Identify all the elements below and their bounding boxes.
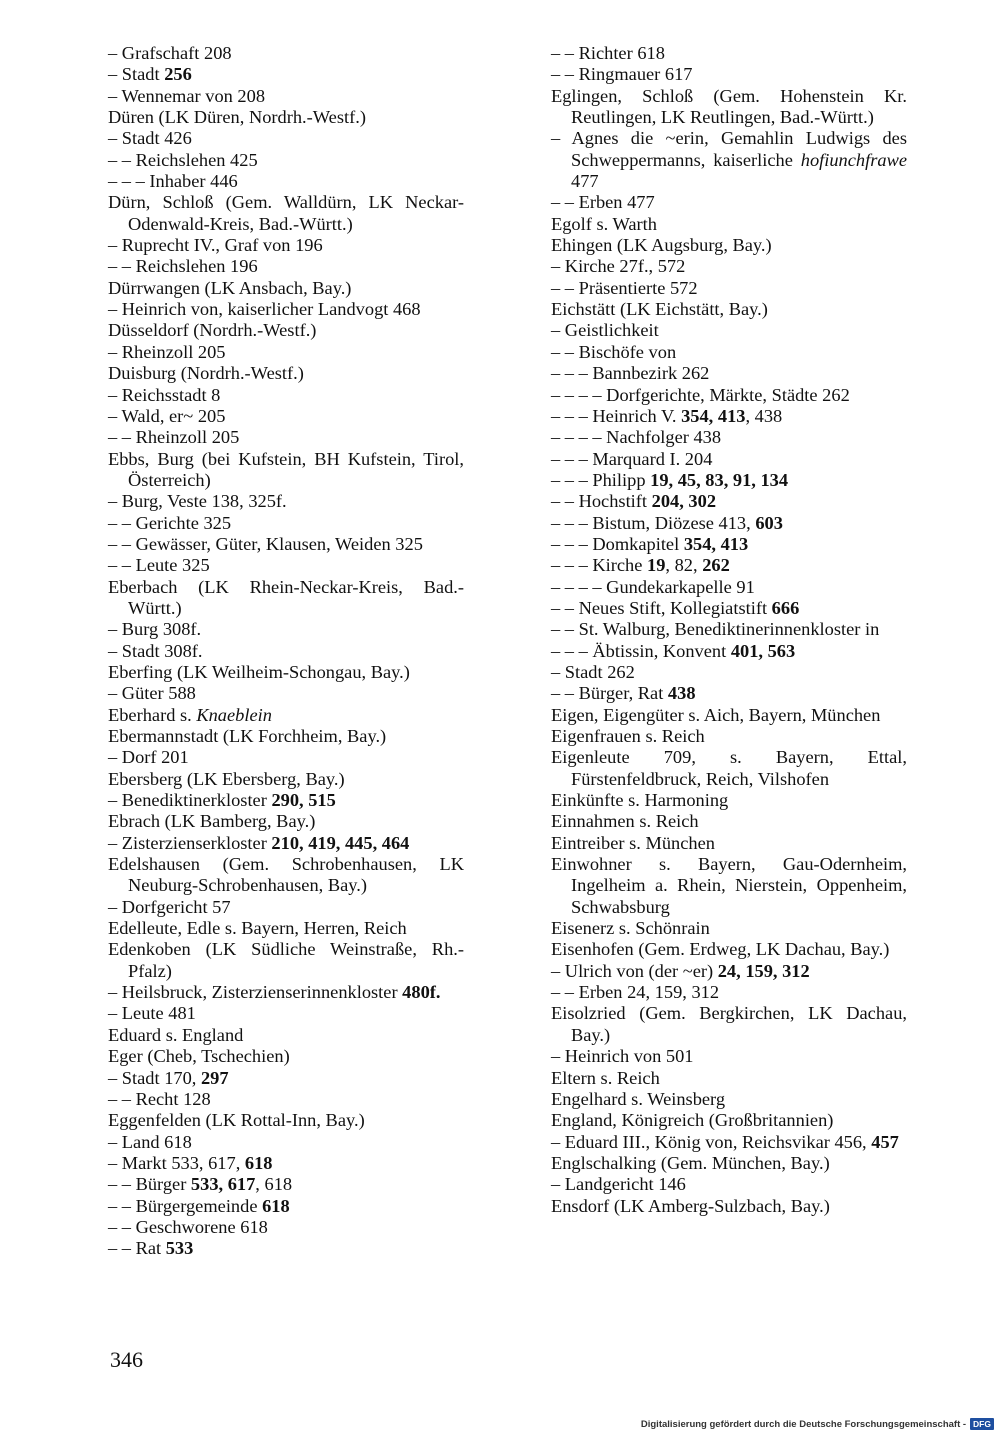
index-entry xyxy=(108,86,464,107)
entry-text: – Geistlichkeit xyxy=(551,320,659,341)
index-entry xyxy=(108,1132,464,1153)
entry-text: – Benediktinerkloster xyxy=(108,790,272,811)
index-column-left xyxy=(108,43,464,1260)
entry-text: – Zisterzienserkloster xyxy=(108,832,272,853)
index-entry xyxy=(551,747,907,790)
entry-text: Eichstätt (LK Eichstätt, Bay.) xyxy=(551,299,768,320)
index-entry xyxy=(108,406,464,427)
index-entry xyxy=(108,641,464,662)
entry-text: – – – – Nachfolger 438 xyxy=(551,427,722,448)
index-entry xyxy=(551,513,907,534)
entry-text: Eduard s. England xyxy=(108,1024,244,1045)
entry-text: – Rheinzoll 205 xyxy=(108,341,226,362)
index-entry xyxy=(551,598,907,619)
index-entry xyxy=(551,833,907,854)
entry-text: – Leute 481 xyxy=(108,1003,196,1024)
index-entry xyxy=(551,86,907,129)
index-entry xyxy=(108,363,464,384)
entry-text: – Markt 533, 617, xyxy=(108,1152,245,1173)
page-ref-bold: 401, 563 xyxy=(730,640,796,661)
index-entry xyxy=(108,577,464,620)
footer-text: Digitalisierung gefördert durch die Deutsche Forschungsgemeinschaft - xyxy=(640,1418,967,1430)
index-entry xyxy=(108,790,464,811)
index-entry xyxy=(551,555,907,576)
entry-text: – – Bürgergemeinde xyxy=(108,1195,263,1216)
index-entry xyxy=(108,449,464,492)
page-ref-bold: 618 xyxy=(262,1195,290,1216)
index-entry xyxy=(108,491,464,512)
entry-text: Ehingen (LK Augsburg, Bay.) xyxy=(551,235,772,256)
index-entry xyxy=(108,705,464,726)
entry-text: – – – Inhaber 446 xyxy=(108,171,238,192)
entry-text: – Wald, er~ 205 xyxy=(108,405,226,426)
entry-text: Edenkoben (LK Südliche Weinstraße, Rh.-Pfalz) xyxy=(108,939,464,981)
entry-text: , 438 xyxy=(745,405,783,426)
index-entry xyxy=(108,235,464,256)
entry-text: Dürrwangen (LK Ansbach, Bay.) xyxy=(108,277,352,298)
entry-text: – Stadt 262 xyxy=(551,661,635,682)
entry-text: , 618 xyxy=(255,1174,293,1195)
entry-text: – Heilsbruck, Zisterzienserinnenkloster xyxy=(108,982,403,1003)
index-entry xyxy=(108,427,464,448)
entry-text: England, Königreich (Großbritannien) xyxy=(551,1110,834,1131)
index-entry xyxy=(108,320,464,341)
entry-text: Edelshausen (Gem. Schrobenhausen, LK Neuburg-Schrobenhausen, Bay.) xyxy=(108,854,464,896)
entry-text: 477 xyxy=(571,171,599,192)
entry-text: Duisburg (Nordrh.-Westf.) xyxy=(108,363,304,384)
entry-text: – Burg, Veste 138, 325f. xyxy=(108,491,287,512)
index-entry xyxy=(108,1174,464,1195)
entry-text: Düren (LK Düren, Nordrh.-Westf.) xyxy=(108,107,366,128)
entry-text: – – Gewässer, Güter, Klausen, Weiden 325 xyxy=(108,533,423,554)
index-entry xyxy=(108,1238,464,1259)
index-entry xyxy=(108,833,464,854)
index-entry xyxy=(108,1089,464,1110)
entry-text: Ebrach (LK Bamberg, Bay.) xyxy=(108,811,316,832)
entry-text: – – – Marquard I. 204 xyxy=(551,448,713,469)
index-entry xyxy=(551,961,907,982)
page-ref-bold: 533, 617 xyxy=(190,1174,256,1195)
entry-text: Eggenfelden (LK Rottal-Inn, Bay.) xyxy=(108,1110,365,1131)
index-entry xyxy=(551,491,907,512)
index-entry xyxy=(551,1110,907,1131)
entry-text: – Stadt xyxy=(108,64,165,85)
index-entry xyxy=(551,128,907,192)
index-entry xyxy=(551,427,907,448)
page-ref-bold: 533 xyxy=(165,1238,194,1259)
entry-text: Englschalking (Gem. München, Bay.) xyxy=(551,1152,830,1173)
page-ref-bold: 297 xyxy=(200,1067,229,1088)
index-entry xyxy=(108,747,464,768)
index-entry xyxy=(551,683,907,704)
page-number: 346 xyxy=(110,1347,143,1372)
entry-text: Einnahmen s. Reich xyxy=(551,811,699,832)
entry-text: – – – Bistum, Diözese 413, xyxy=(551,512,756,533)
index-entry xyxy=(551,363,907,384)
index-entry xyxy=(551,235,907,256)
page-ref-bold: 210, 419, 445, 464 xyxy=(271,832,410,853)
index-entry xyxy=(551,43,907,64)
page-ref-bold: 19 xyxy=(647,555,666,576)
entry-text: Ensdorf (LK Amberg-Sulzbach, Bay.) xyxy=(551,1195,830,1216)
entry-text: – Kirche 27f., 572 xyxy=(551,256,686,277)
index-entry xyxy=(551,918,907,939)
entry-text: – Landgericht 146 xyxy=(551,1174,686,1195)
entry-text: – – Reichslehen 196 xyxy=(108,256,258,277)
page-ref-bold: 19, 45, 83, 91, 134 xyxy=(650,469,789,490)
entry-text: Eisenhofen (Gem. Erdweg, LK Dachau, Bay.) xyxy=(551,939,890,960)
index-entry xyxy=(108,619,464,640)
index-entry xyxy=(108,278,464,299)
index-entry xyxy=(108,385,464,406)
index-entry xyxy=(108,256,464,277)
index-entry xyxy=(108,1068,464,1089)
index-entry xyxy=(108,1003,464,1024)
index-entry xyxy=(108,939,464,982)
entry-text: – – St. Walburg, Benediktinerinnenkloster in xyxy=(551,619,880,640)
entry-text: Eisenerz s. Schönrain xyxy=(551,918,710,939)
dfg-logo-icon: DFG xyxy=(970,1418,994,1430)
page-ref-bold: 618 xyxy=(244,1152,273,1173)
index-entry xyxy=(108,662,464,683)
entry-text: – – Richter 618 xyxy=(551,43,665,63)
index-entry xyxy=(108,555,464,576)
page-ref-bold: 666 xyxy=(771,597,800,618)
index-entry xyxy=(551,214,907,235)
entry-text: – – Bürger xyxy=(108,1174,191,1195)
entry-text: – Stadt 170, xyxy=(108,1067,201,1088)
index-entry xyxy=(551,1153,907,1174)
footer xyxy=(641,1418,994,1430)
index-entry xyxy=(551,1196,907,1217)
index-entry xyxy=(551,982,907,1003)
index-entry xyxy=(108,918,464,939)
index-entry xyxy=(551,1089,907,1110)
index-entry xyxy=(108,342,464,363)
page-ref-bold: 438 xyxy=(667,683,696,704)
index-entry xyxy=(551,449,907,470)
index-entry xyxy=(551,854,907,918)
entry-text: Eger (Cheb, Tschechien) xyxy=(108,1046,290,1067)
entry-text: – – Reichslehen 425 xyxy=(108,149,258,170)
index-entry xyxy=(108,43,464,64)
index-entry xyxy=(551,662,907,683)
entry-text: – Dorf 201 xyxy=(108,747,189,768)
entry-text: – – Hochstift xyxy=(551,491,652,512)
entry-text: Dürn, Schloß (Gem. Walldürn, LK Neckar-Odenwald-Kreis, Bad.-Württ.) xyxy=(108,192,464,234)
entry-text: – – Bürger, Rat xyxy=(551,683,668,704)
index-entry xyxy=(108,1153,464,1174)
index-entry xyxy=(108,299,464,320)
index-entry xyxy=(108,769,464,790)
entry-text: – – Leute 325 xyxy=(108,555,210,576)
entry-text: – Heinrich von 501 xyxy=(551,1046,694,1067)
index-entry xyxy=(551,939,907,960)
entry-text: – Grafschaft 208 xyxy=(108,43,232,63)
entry-text: – – – Heinrich V. xyxy=(551,405,682,426)
index-entry xyxy=(551,577,907,598)
index-entry xyxy=(551,811,907,832)
entry-text: Ebbs, Burg (bei Kufstein, BH Kufstein, Tirol, Österreich) xyxy=(108,448,464,490)
entry-text: Düsseldorf (Nordrh.-Westf.) xyxy=(108,320,317,341)
entry-text: – – – Philipp xyxy=(551,469,651,490)
index-entry xyxy=(551,470,907,491)
index-entry xyxy=(108,854,464,897)
entry-text: – Ulrich von (der ~er) xyxy=(551,960,718,981)
entry-text: Eigen, Eigengüter s. Aich, Bayern, München xyxy=(551,704,881,725)
entry-text: – – Ringmauer 617 xyxy=(551,64,693,85)
index-entry xyxy=(108,982,464,1003)
entry-text: – Agnes die ~erin, Gemahlin Ludwigs des Schweppermanns, kaiserliche xyxy=(551,128,907,170)
index-entry xyxy=(551,619,907,640)
entry-text: – – Geschworene 618 xyxy=(108,1216,268,1237)
index-entry xyxy=(551,406,907,427)
italic-text: Knaeblein xyxy=(196,704,272,725)
index-entry xyxy=(108,64,464,85)
entry-text: Einkünfte s. Harmoning xyxy=(551,790,729,811)
page-ref-bold: 262 xyxy=(702,555,730,576)
entry-text: – – – Kirche xyxy=(551,555,648,576)
index-entry xyxy=(108,1110,464,1131)
entry-text: – Eduard III., König von, Reichsvikar 456, xyxy=(551,1131,872,1152)
index-entry xyxy=(551,192,907,213)
index-entry xyxy=(108,513,464,534)
entry-text: – Güter 588 xyxy=(108,683,196,704)
index-column-right xyxy=(551,43,907,1217)
entry-text: – – Erben 477 xyxy=(551,192,655,213)
index-entry xyxy=(551,64,907,85)
entry-text: – Dorfgericht 57 xyxy=(108,896,231,917)
page-ref-bold: 354, 413 xyxy=(683,533,749,554)
index-entry xyxy=(551,726,907,747)
entry-text: – – Recht 128 xyxy=(108,1088,211,1109)
index-entry xyxy=(108,811,464,832)
entry-text: – – Rat xyxy=(108,1238,166,1259)
index-entry xyxy=(108,128,464,149)
entry-text: Eisolzried (Gem. Bergkirchen, LK Dachau, Bay.) xyxy=(551,1003,907,1045)
entry-text: – Burg 308f. xyxy=(108,619,202,640)
page-ref-bold: 204, 302 xyxy=(651,491,717,512)
entry-text: – Ruprecht IV., Graf von 196 xyxy=(108,235,323,256)
index-entry xyxy=(551,1132,907,1153)
entry-text: Eberbach (LK Rhein-Neckar-Kreis, Bad.-Württ.) xyxy=(108,576,464,618)
entry-text: Einwohner s. Bayern, Gau-Odernheim, Ingelheim a. Rhein, Nierstein, Oppenheim, Schwabsburg xyxy=(551,854,907,917)
page-ref-bold: 480f. xyxy=(402,982,441,1003)
page-ref-bold: 354, 413 xyxy=(681,405,746,426)
entry-text: Eberhard s. xyxy=(108,704,197,725)
index-entry xyxy=(551,1003,907,1046)
index-entry xyxy=(551,705,907,726)
index-entry xyxy=(108,726,464,747)
entry-text: Eigenleute 709, s. Bayern, Ettal, Fürstenfeldbruck, Reich, Vilshofen xyxy=(551,747,907,789)
entry-text: – – – – Gundekarkapelle 91 xyxy=(551,576,755,597)
page-ref-bold: 457 xyxy=(871,1131,899,1152)
entry-text: Eltern s. Reich xyxy=(551,1067,660,1088)
index-entry xyxy=(108,534,464,555)
entry-text: – – Bischöfe von xyxy=(551,341,677,362)
index-entry xyxy=(551,641,907,662)
index-entry xyxy=(108,1217,464,1238)
entry-text: Egolf s. Warth xyxy=(551,213,657,234)
index-entry xyxy=(551,278,907,299)
entry-text: – Heinrich von, kaiserlicher Landvogt 468 xyxy=(108,299,421,320)
page-ref-bold: 256 xyxy=(164,64,192,85)
entry-text: , 82, xyxy=(665,555,703,576)
italic-text: hofiunchfrawe xyxy=(800,149,907,170)
entry-text: Eberfing (LK Weilheim-Schongau, Bay.) xyxy=(108,661,410,682)
entry-text: Engelhard s. Weinsberg xyxy=(551,1088,726,1109)
entry-text: – Stadt 308f. xyxy=(108,640,203,661)
index-entry xyxy=(108,683,464,704)
index-entry xyxy=(551,385,907,406)
page-ref-bold: 603 xyxy=(755,512,783,533)
index-entry xyxy=(108,192,464,235)
index-entry xyxy=(551,320,907,341)
entry-text: – – – Domkapitel xyxy=(551,533,684,554)
entry-text: Eigenfrauen s. Reich xyxy=(551,726,705,746)
index-entry xyxy=(551,534,907,555)
entry-text: Edelleute, Edle s. Bayern, Herren, Reich xyxy=(108,918,407,939)
index-entry xyxy=(108,1046,464,1067)
entry-text: Eglingen, Schloß (Gem. Hohenstein Kr. Reutlingen, LK Reutlingen, Bad.-Württ.) xyxy=(551,85,907,128)
page-ref-bold: 290, 515 xyxy=(271,790,336,811)
entry-text: – – – Bannbezirk 262 xyxy=(551,363,710,384)
index-entry xyxy=(108,150,464,171)
entry-text: – – – Äbtissin, Konvent xyxy=(551,640,731,661)
index-entry xyxy=(551,1046,907,1067)
index-entry xyxy=(551,342,907,363)
page-ref-bold: 24, 159, 312 xyxy=(717,960,810,981)
entry-text: – – – – Dorfgerichte, Märkte, Städte 262 xyxy=(551,384,850,405)
index-entry xyxy=(108,1196,464,1217)
entry-text: – – Rheinzoll 205 xyxy=(108,427,240,448)
index-entry xyxy=(108,1025,464,1046)
entry-text: Ebersberg (LK Ebersberg, Bay.) xyxy=(108,768,345,789)
index-entry xyxy=(551,1068,907,1089)
index-entry xyxy=(108,171,464,192)
entry-text: – Reichsstadt 8 xyxy=(108,384,221,405)
entry-text: – Land 618 xyxy=(108,1131,192,1152)
entry-text: – – Neues Stift, Kollegiatstift xyxy=(551,597,772,618)
entry-text: – – Erben 24, 159, 312 xyxy=(551,982,720,1003)
index-entry xyxy=(551,790,907,811)
entry-text: – – Präsentierte 572 xyxy=(551,277,698,298)
index-entry xyxy=(108,107,464,128)
entry-text: Ebermannstadt (LK Forchheim, Bay.) xyxy=(108,726,387,746)
entry-text: – Wennemar von 208 xyxy=(108,85,266,106)
entry-text: Eintreiber s. München xyxy=(551,832,715,853)
index-entry xyxy=(108,897,464,918)
index-entry xyxy=(551,299,907,320)
entry-text: – Stadt 426 xyxy=(108,128,192,149)
index-entry xyxy=(551,256,907,277)
index-entry xyxy=(551,1174,907,1195)
entry-text: – – Gerichte 325 xyxy=(108,512,232,533)
